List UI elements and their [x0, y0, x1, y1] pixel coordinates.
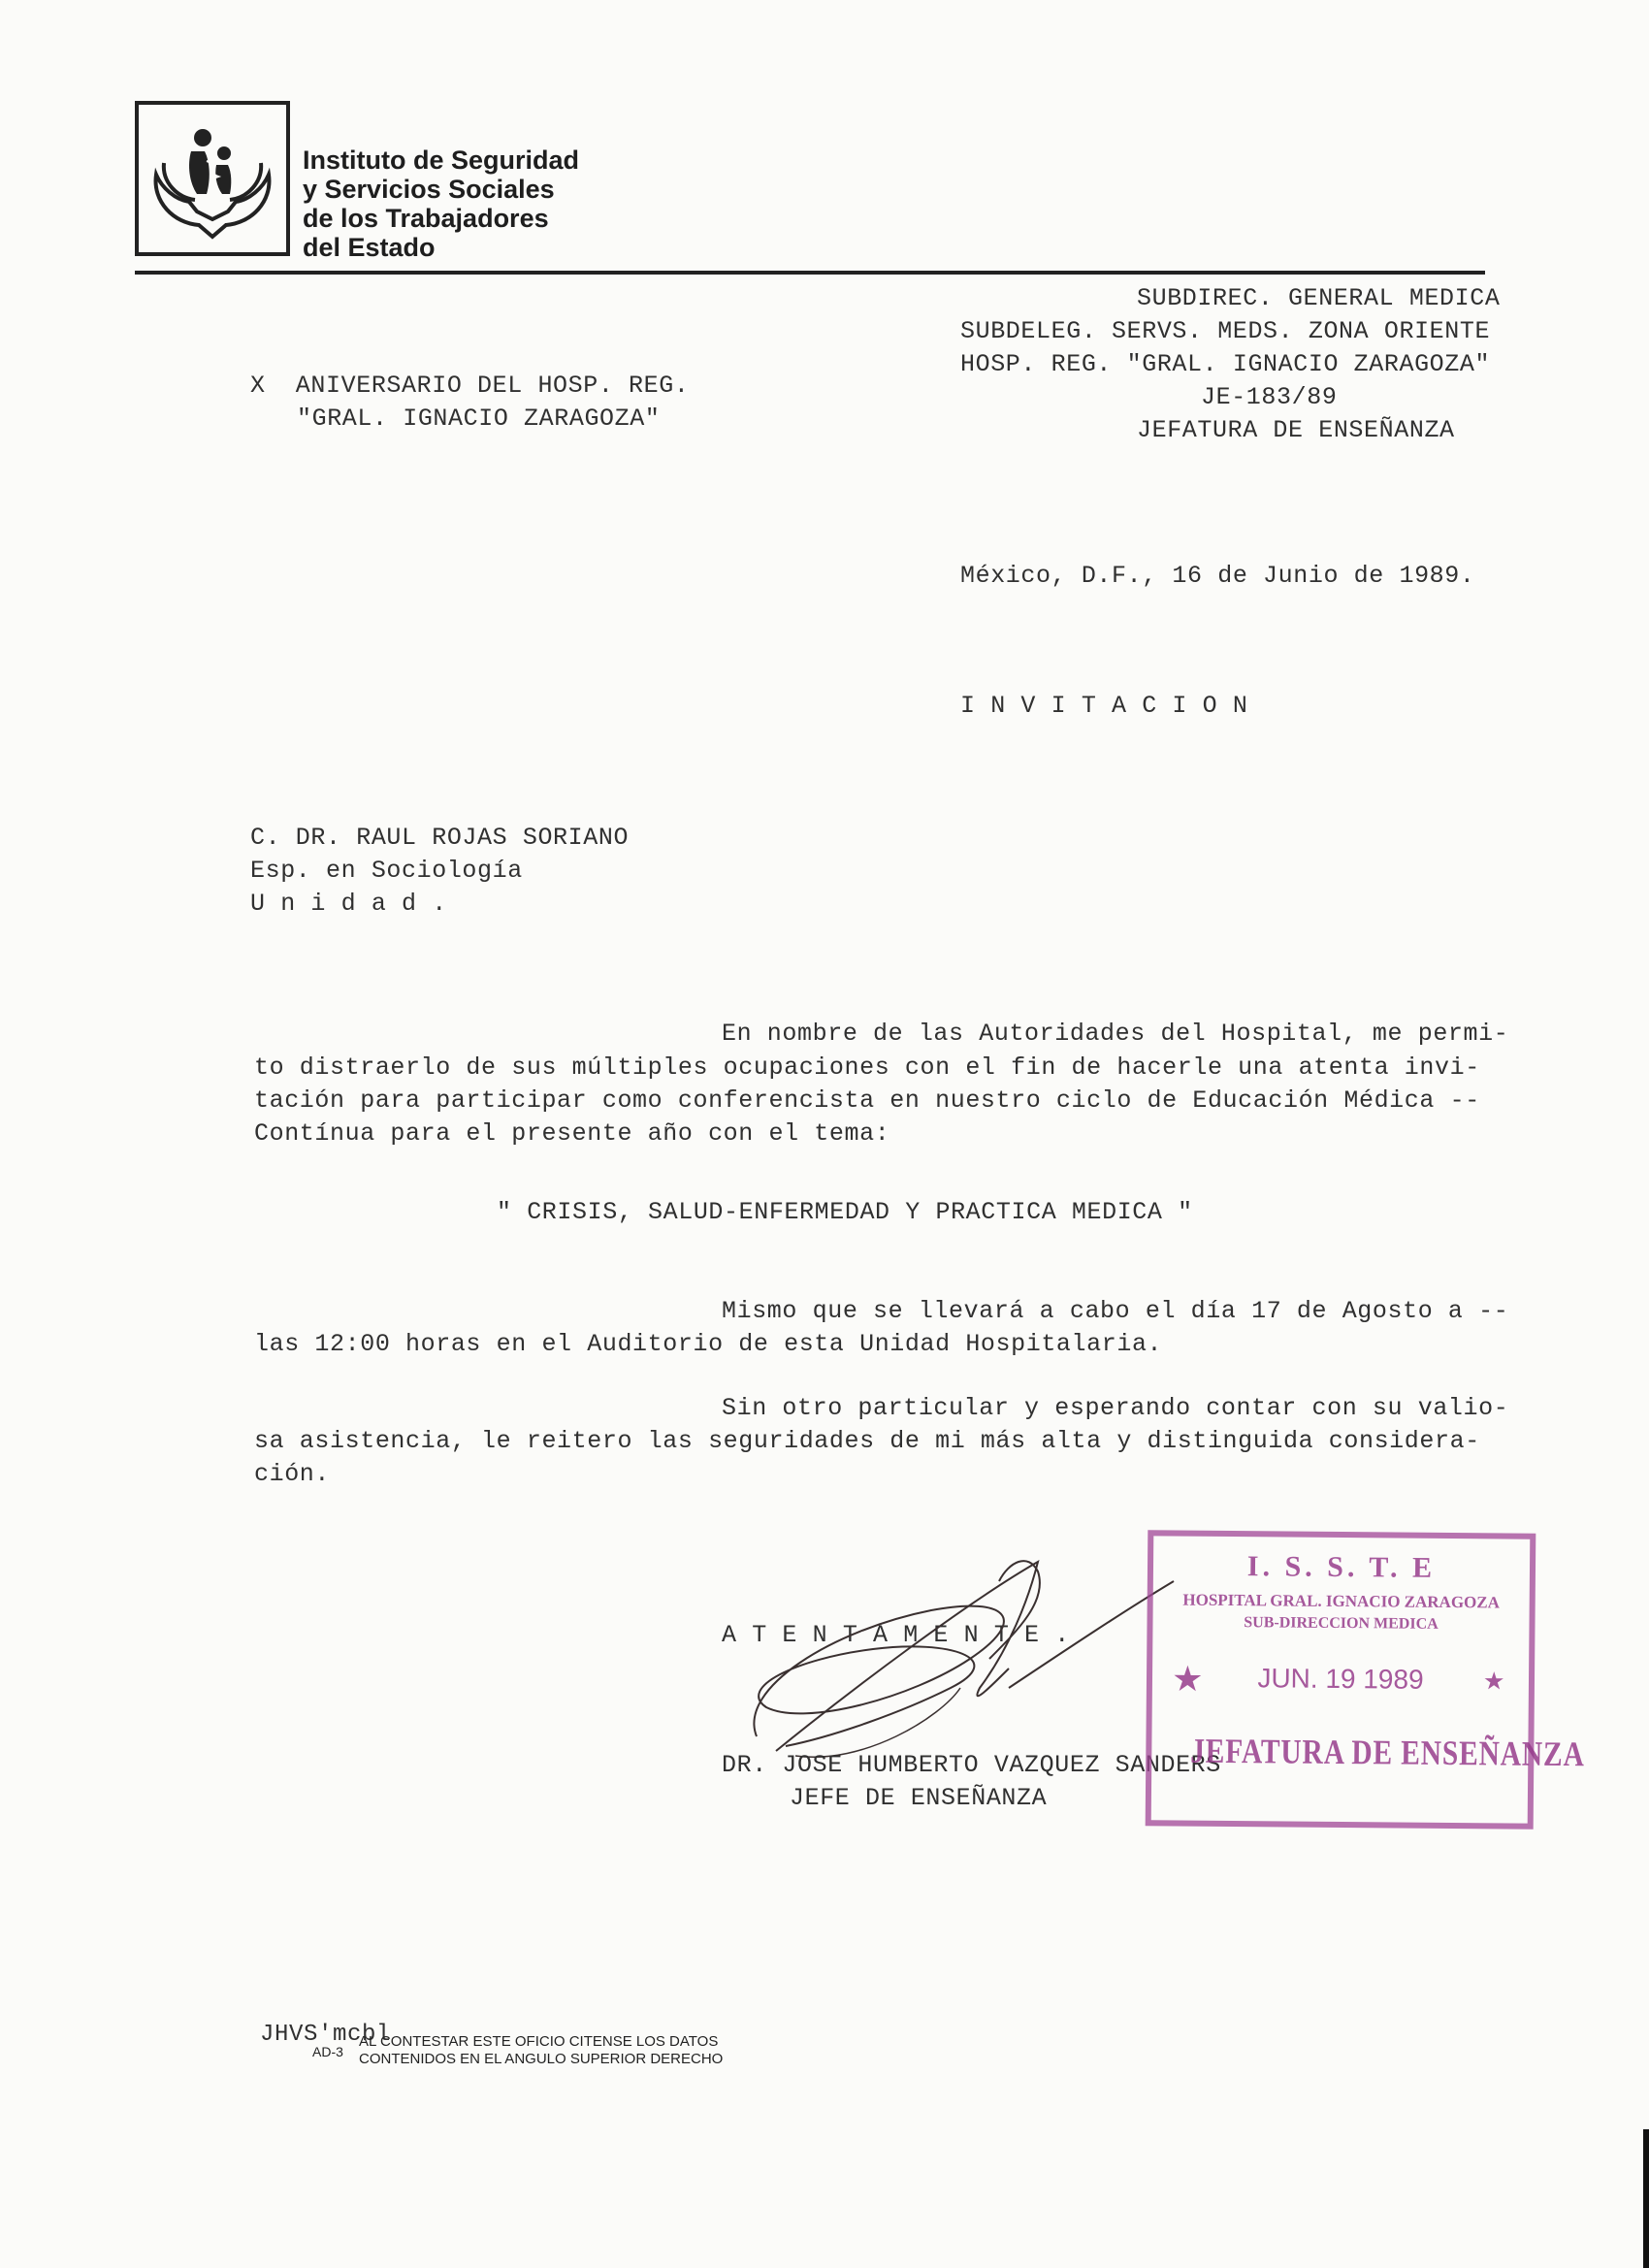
recipient-title: Esp. en Sociología [250, 857, 523, 885]
scan-edge-mark [1643, 2129, 1649, 2268]
institution-name [303, 146, 579, 262]
body-line: En nombre de las Autoridades del Hospital, me permi- [722, 1020, 1509, 1048]
institution-line: del Estado [303, 233, 436, 262]
hands-family-emblem [139, 105, 286, 252]
header-subdelegacion: SUBDELEG. SERVS. MEDS. ZONA ORIENTE [960, 317, 1491, 345]
stamp-agency: I. S. S. T. E [1246, 1550, 1437, 1584]
body-line: ción. [254, 1460, 331, 1488]
letter-date: México, D.F., 16 de Junio de 1989. [960, 562, 1475, 590]
stamp-star-right-icon: ★ [1484, 1669, 1504, 1694]
typist-initials: JHVS'mcbl [260, 2022, 392, 2048]
stamp-star-left-icon: ★ [1173, 1661, 1202, 1697]
letter-title: I N V I T A C I O N [960, 692, 1248, 720]
signer-name: DR. JOSE HUMBERTO VAZQUEZ SANDERS [722, 1751, 1221, 1779]
header-subdireccion: SUBDIREC. GENERAL MEDICA [1137, 284, 1501, 312]
header-reference: JE-183/89 [1201, 383, 1338, 411]
anniversary-line-1: X ANIVERSARIO DEL HOSP. REG. [250, 372, 690, 400]
signer-title: JEFE DE ENSEÑANZA [790, 1784, 1048, 1812]
form-code: AD-3 [312, 2044, 343, 2059]
header-jefatura: JEFATURA DE ENSEÑANZA [1137, 416, 1455, 444]
stamp-hospital: HOSPITAL GRAL. IGNACIO ZARAGOZA [1182, 1590, 1501, 1612]
official-stamp [1146, 1530, 1585, 1829]
stamp-date: JUN. 19 1989 [1257, 1663, 1424, 1695]
header-hospital: HOSP. REG. "GRAL. IGNACIO ZARAGOZA" [960, 350, 1491, 378]
body-line: Mismo que se llevará a cabo el día 17 de Agosto a -- [722, 1297, 1509, 1325]
recipient-unit: U n i d a d . [250, 890, 447, 918]
footer-note-line-2: CONTENIDOS EN EL ANGULO SUPERIOR DERECHO [359, 2051, 724, 2067]
institution-line: de los Trabajadores [303, 204, 549, 233]
letterhead-rule [135, 271, 1485, 275]
stamp-subdireccion: SUB-DIRECCION MEDICA [1244, 1614, 1439, 1633]
body-line: tación para participar como conferencista en nuestro ciclo de Educación Médica -- [254, 1086, 1480, 1115]
body-line: las 12:00 horas en el Auditorio de esta Unidad Hospitalaria. [254, 1330, 1163, 1358]
closing-salutation: A T E N T A M E N T E . [722, 1621, 1070, 1649]
footer-note-line-1: AL CONTESTAR ESTE OFICIO CITENSE LOS DATOS [359, 2033, 719, 2050]
institution-line: y Servicios Sociales [303, 175, 555, 204]
anniversary-line-2: "GRAL. IGNACIO ZARAGOZA" [297, 405, 661, 433]
body-line: to distraerlo de sus múltiples ocupaciones con el fin de hacerle una atenta invi- [254, 1053, 1480, 1082]
institution-line: Instituto de Seguridad [303, 146, 580, 175]
stamp-department: JEFATURA DE ENSEÑANZA [1190, 1731, 1585, 1774]
body-line: Sin otro particular y esperando contar con su valio- [722, 1394, 1509, 1422]
recipient-name: C. DR. RAUL ROJAS SORIANO [250, 824, 630, 852]
body-line: Contínua para el presente año con el tema: [254, 1119, 890, 1148]
conference-topic: " CRISIS, SALUD-ENFERMEDAD Y PRACTICA MEDICA " [497, 1198, 1193, 1226]
institution-logo [135, 101, 290, 256]
body-line: sa asistencia, le reitero las seguridades de mi más alta y distinguida considera- [254, 1427, 1480, 1455]
